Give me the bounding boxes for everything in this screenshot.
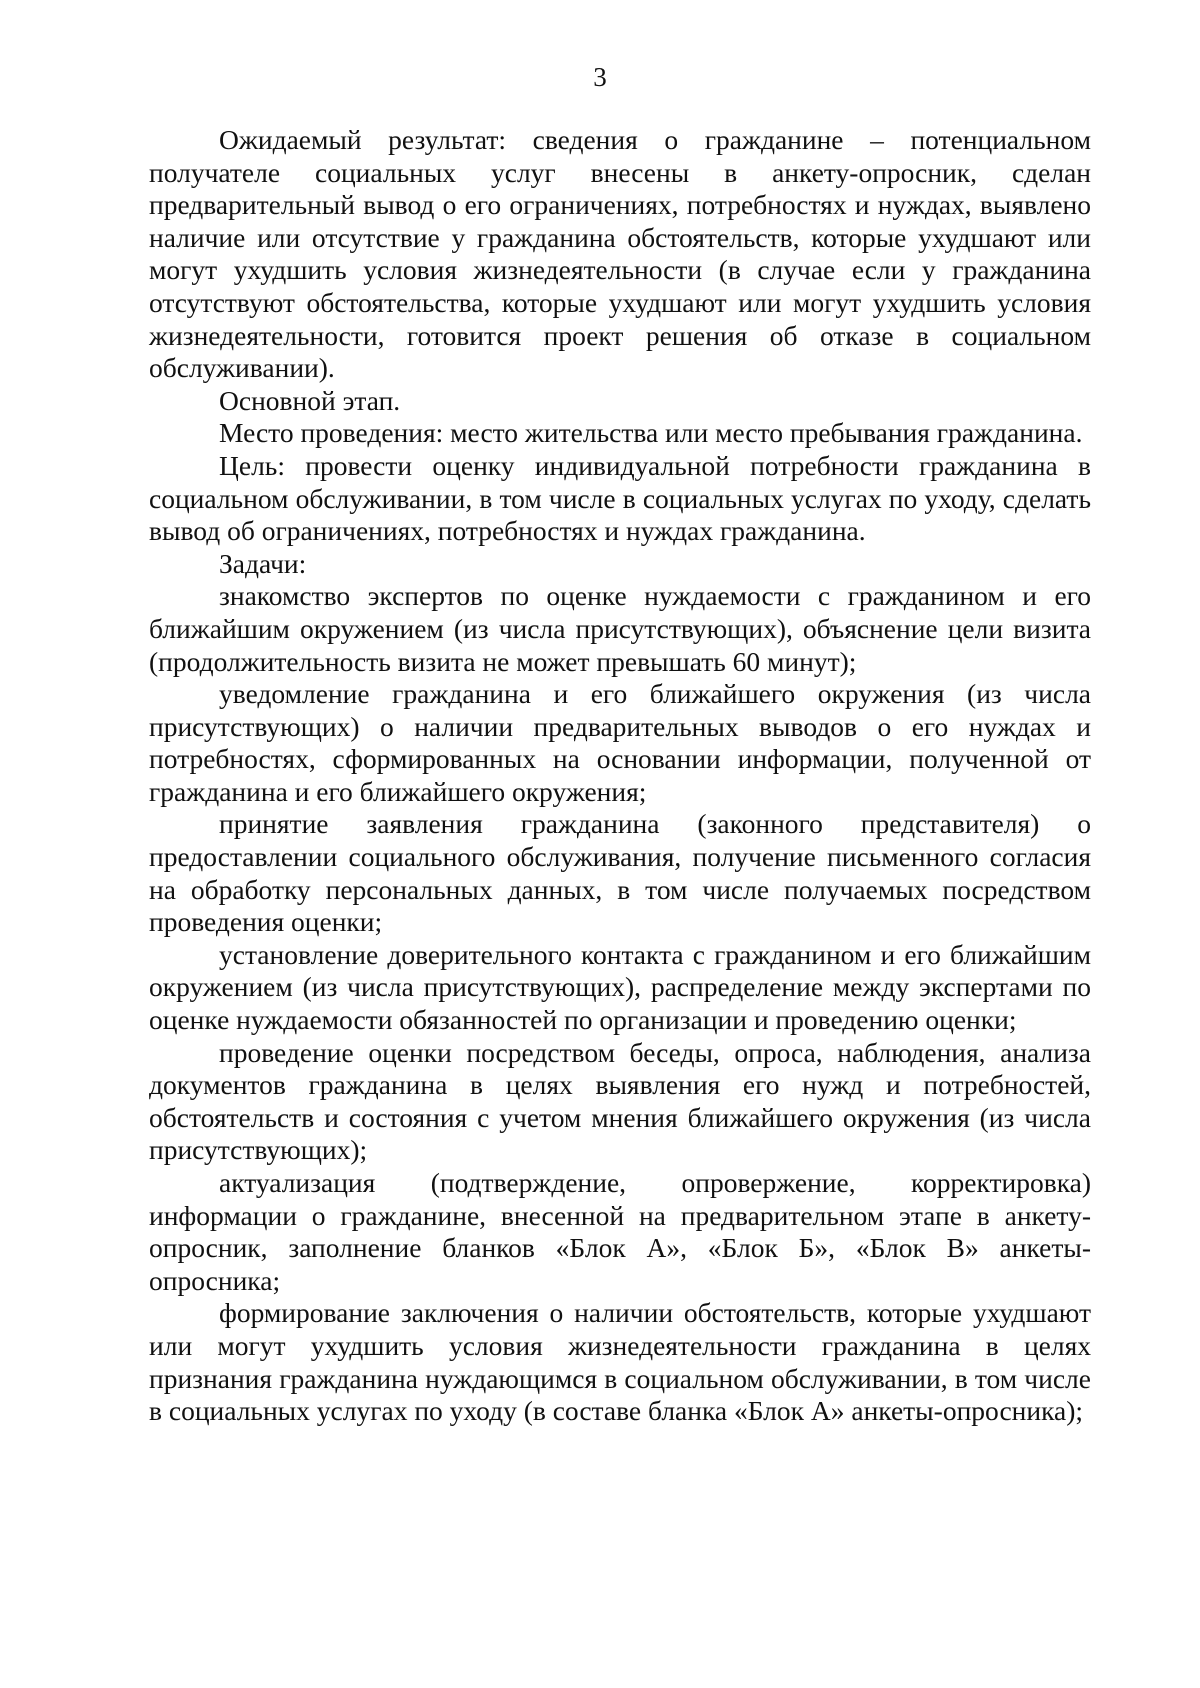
task-item: актуализация (подтверждение, опровержение, корректировка) информации о гражданине, внесенной на предварительном этапе в анкету-опросник, заполнение бланков «Блок А», «Блок Б», «Блок В» анкеты-опросника; xyxy=(149,1167,1091,1296)
task-item: принятие заявления гражданина (законного представителя) о предоставлении социального обслуживания, получение письменного согласия на обработку персональных данных, в том числе получаемых посредством проведения оценки; xyxy=(149,808,1091,938)
task-item: формирование заключения о наличии обстоятельств, которые ухудшают или могут ухудшить условия жизнедеятельности гражданина в целях признания гражданина нуждающимся в социальном обслуживании, в том числе в социальных услугах по уходу (в составе бланка «Блок А» анкеты-опросника); xyxy=(149,1297,1091,1427)
paragraph-tasks-heading: Задачи: xyxy=(219,547,307,579)
paragraph-main-stage: Основной этап. xyxy=(219,384,401,416)
task-item: знакомство экспертов по оценке нуждаемости с гражданином и его ближайшим окружением (из числа присутствующих), объяснение цели визита (продолжительность визита не может превышать 60 минут); xyxy=(149,580,1091,677)
paragraph-expected-result: Ожидаемый результат: сведения о гражданине – потенциальном получателе социальных услуг внесены в анкету-опросник, сделан предварительный вывод о его ограничениях, потребностях и нуждах, выявлено наличие или отсутствие у гражданина обстоятельств, которые ухудшают или могут ухудшить условия жизнедеятельности (в случае если у гражданина отсутствуют обстоятельства, которые ухудшают или могут ухудшить условия жизнедеятельности, готовится проект решения об отказе в социальном обслуживании). xyxy=(149,124,1091,384)
paragraph-goal: Цель: провести оценку индивидуальной потребности гражданина в социальном обслуживании, в том числе в социальных услугах по уходу, сделать вывод об ограничениях, потребностях и нуждах гражданина. xyxy=(149,449,1091,547)
task-item: установление доверительного контакта с гражданином и его ближайшим окружением (из числа присутствующих), распределение между экспертами по оценке нуждаемости обязанностей по организации и проведению оценки; xyxy=(149,938,1091,1036)
document-body xyxy=(149,124,1091,1428)
paragraph-location: Место проведения: место жительства или место пребывания гражданина. xyxy=(219,417,1083,449)
task-item: проведение оценки посредством беседы, опроса, наблюдения, анализа документов гражданина в целях выявления его нужд и потребностей, обстоятельств и состояния с учетом мнения ближайшего окружения (из числа присутствующих); xyxy=(149,1036,1091,1166)
task-item: уведомление гражданина и его ближайшего окружения (из числа присутствующих) о наличии предварительных выводов о его нуждах и потребностях, сформированных на основании информации, полученной от гражданина и его ближайшего окружения; xyxy=(149,678,1091,807)
page-number: 3 xyxy=(593,62,607,92)
